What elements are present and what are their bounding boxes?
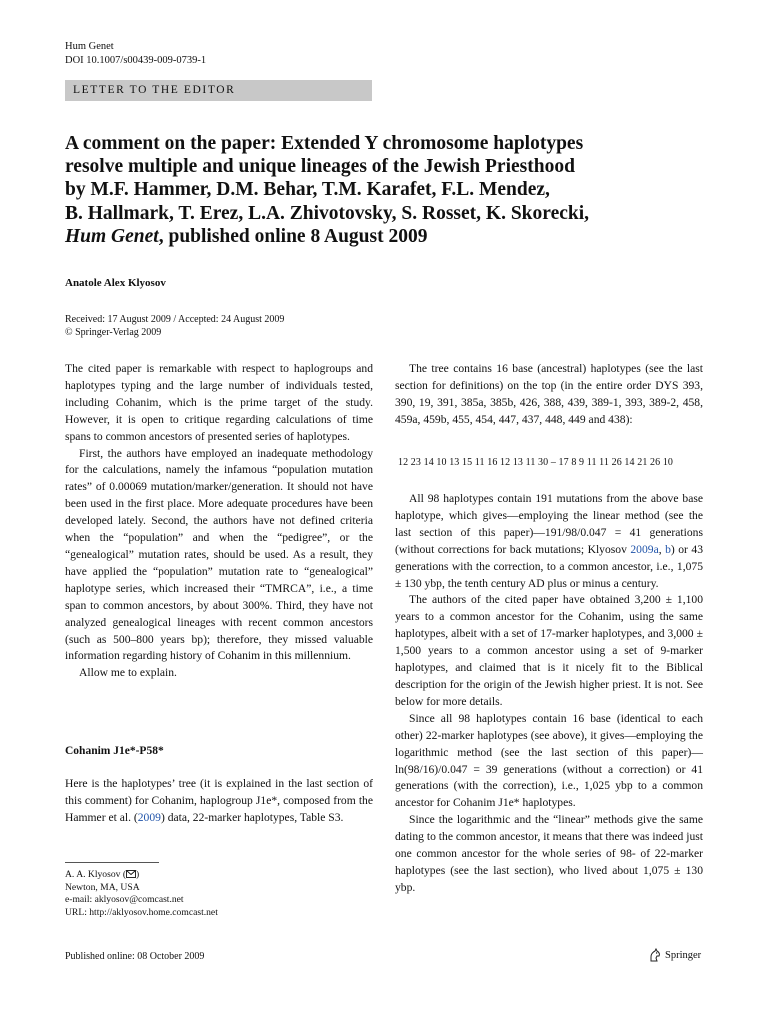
right-column (395, 361, 703, 429)
paragraph: The tree contains 16 base (ancestral) haplotypes (see the last section for definitions) on the top (in the entire order DYS 393, 390, 19, 391, 385a, 385b, 426, 388, 439, 389-1, 393, 389-2, 458, 459a, 459b, 455, 454, 447, 437, 448, 449 and 438): (395, 362, 703, 426)
paren: ) (136, 869, 140, 880)
title-line-rest: , published online 8 August 2009 (158, 225, 428, 247)
left-column (65, 361, 373, 682)
author-footnote (65, 869, 218, 919)
title-line (65, 225, 715, 248)
section-label: LETTER TO THE EDITOR (65, 80, 372, 101)
title-line: A comment on the paper: Extended Y chromosome haplotypes (65, 133, 584, 154)
author-name: A. A. Klyosov ( (65, 869, 127, 880)
title-line: B. Hallmark, T. Erez, L.A. Zhivotovsky, S. Rosset, K. Skorecki, (65, 202, 590, 224)
paragraph: Since the logarithmic and the “linear” methods give the same dating to the common ancestor, it means that there was indeed just one common ancestor for the whole series of 98- of 22-marker haplotypes (see the last section), who lived about 1,075 ± 130 ybp. (395, 813, 703, 894)
title-journal-italic: Hum Genet (65, 225, 159, 247)
text: Here is the haplotypes’ tree (it is explained in the last section of this comment) for Cohanim, haplogroup J1e*, composed from the Hammer et al. ( (65, 777, 373, 824)
text: ) or 43 generations with the correction, to a common ancestor, i.e., 1,075 ± 130 ybp, the tenth century AD plus or minus a century. (395, 542, 703, 590)
paragraph: Since all 98 haplotypes contain 16 base (identical to each other) 22-marker haplotypes (see above), it gives—employing the logarithmic method (see the last section of this paper)—ln(98/16)/0.047 = 39 generations (without a correction) or 41 generations (with the correction), i.e., 1,025 ybp to a common ancestor for Cohanim J1e* haplotypes. (395, 711, 703, 810)
footnote-email[interactable]: e-mail: aklyosov@comcast.net (65, 894, 184, 906)
footnote-divider (65, 862, 159, 863)
journal-name: Hum Genet (65, 41, 114, 52)
paragraph: First, the authors have employed an inadequate methodology for the calculations, namely the infamous “population mutation rates” of 0.00069 mutation/marker/generation. It should not have been used in the first place. More adequate procedures have been developed lately. Second, the authors have not defined criteria when the “population” and when the “pedigree”, or the “genealogical” mutation rates, should be used. As a result, they have applied the “population” mutation rate to “genealogical” haplotype series, which increased their “TMRCA”, i.e., a time span to common ancestors, by about 300%. Third, they have not analyzed genealogical lineages with recent common ancestors (such as 500–800 years bp); therefore, they missed valuable information regarding history of Cohanim in this millennium. (65, 446, 373, 663)
article-dates (65, 313, 284, 339)
citation-link[interactable]: b (665, 542, 671, 556)
publisher-name: Springer (665, 949, 702, 961)
footnote-name (65, 869, 218, 882)
doi: DOI 10.1007/s00439-009-0739-1 (65, 55, 207, 66)
publisher-logo (648, 948, 701, 962)
paragraph (395, 491, 703, 592)
section-heading: Cohanim J1e*-P58* (65, 745, 164, 757)
right-column-continued (395, 491, 703, 897)
title-line: resolve multiple and unique lineages of the Jewish Priesthood (65, 156, 575, 178)
paragraph: The cited paper is remarkable with respect to haplogroups and haplotypes typing and the large number of individuals tested, including Cohanim, which is the prime target of the study. However, it is open to critique regarding calculations of time spans to common ancestors of presented series of haplotypes. (65, 362, 373, 443)
text: ) data, 22-marker haplotypes, Table S3. (160, 810, 344, 824)
footnote-location: Newton, MA, USA (65, 881, 140, 893)
springer-knight-icon (648, 948, 662, 962)
citation-link[interactable]: 2009 (137, 810, 161, 824)
text: , (658, 542, 666, 556)
paragraph (65, 776, 373, 827)
published-date: Published online: 08 October 2009 (65, 951, 205, 962)
paragraph: Allow me to explain. (79, 666, 177, 680)
author-name: Anatole Alex Klyosov (65, 277, 166, 289)
envelope-icon (126, 870, 136, 878)
footnote-url[interactable]: URL: http://aklyosov.home.comcast.net (65, 906, 218, 918)
article-title (65, 132, 715, 248)
received-accepted: Received: 17 August 2009 / Accepted: 24 August 2009 (65, 314, 285, 325)
paragraph: The authors of the cited paper have obtained 3,200 ± 1,100 years to a common ancestor for the Cohanim, using the same haplotypes, albeit with a set of 17-marker haplotypes, and 3,000 ± 1,500 years to a common ancestor using a set of 9-marker haplotypes, and claimed that is it nicely fit to the Biblical description for the origin of the Jewish higher priest. It is not. See below for more details. (395, 593, 703, 708)
haplotype-sequence: 12 23 14 10 13 15 11 16 12 13 11 30 – 17 8 9 11 11 26 14 21 26 10 (398, 457, 674, 468)
copyright: © Springer-Verlag 2009 (65, 327, 162, 338)
title-line: by M.F. Hammer, D.M. Behar, T.M. Karafet, F.L. Mendez, (65, 179, 550, 201)
citation-link[interactable]: 2009a (630, 542, 659, 556)
text: All 98 haplotypes contain 191 mutations from the above base haplotype, which gives—employing the linear method (see the last section of this paper)—191/98/0.047 = 41 generations (without corrections for back mutations; Klyosov (395, 492, 703, 556)
